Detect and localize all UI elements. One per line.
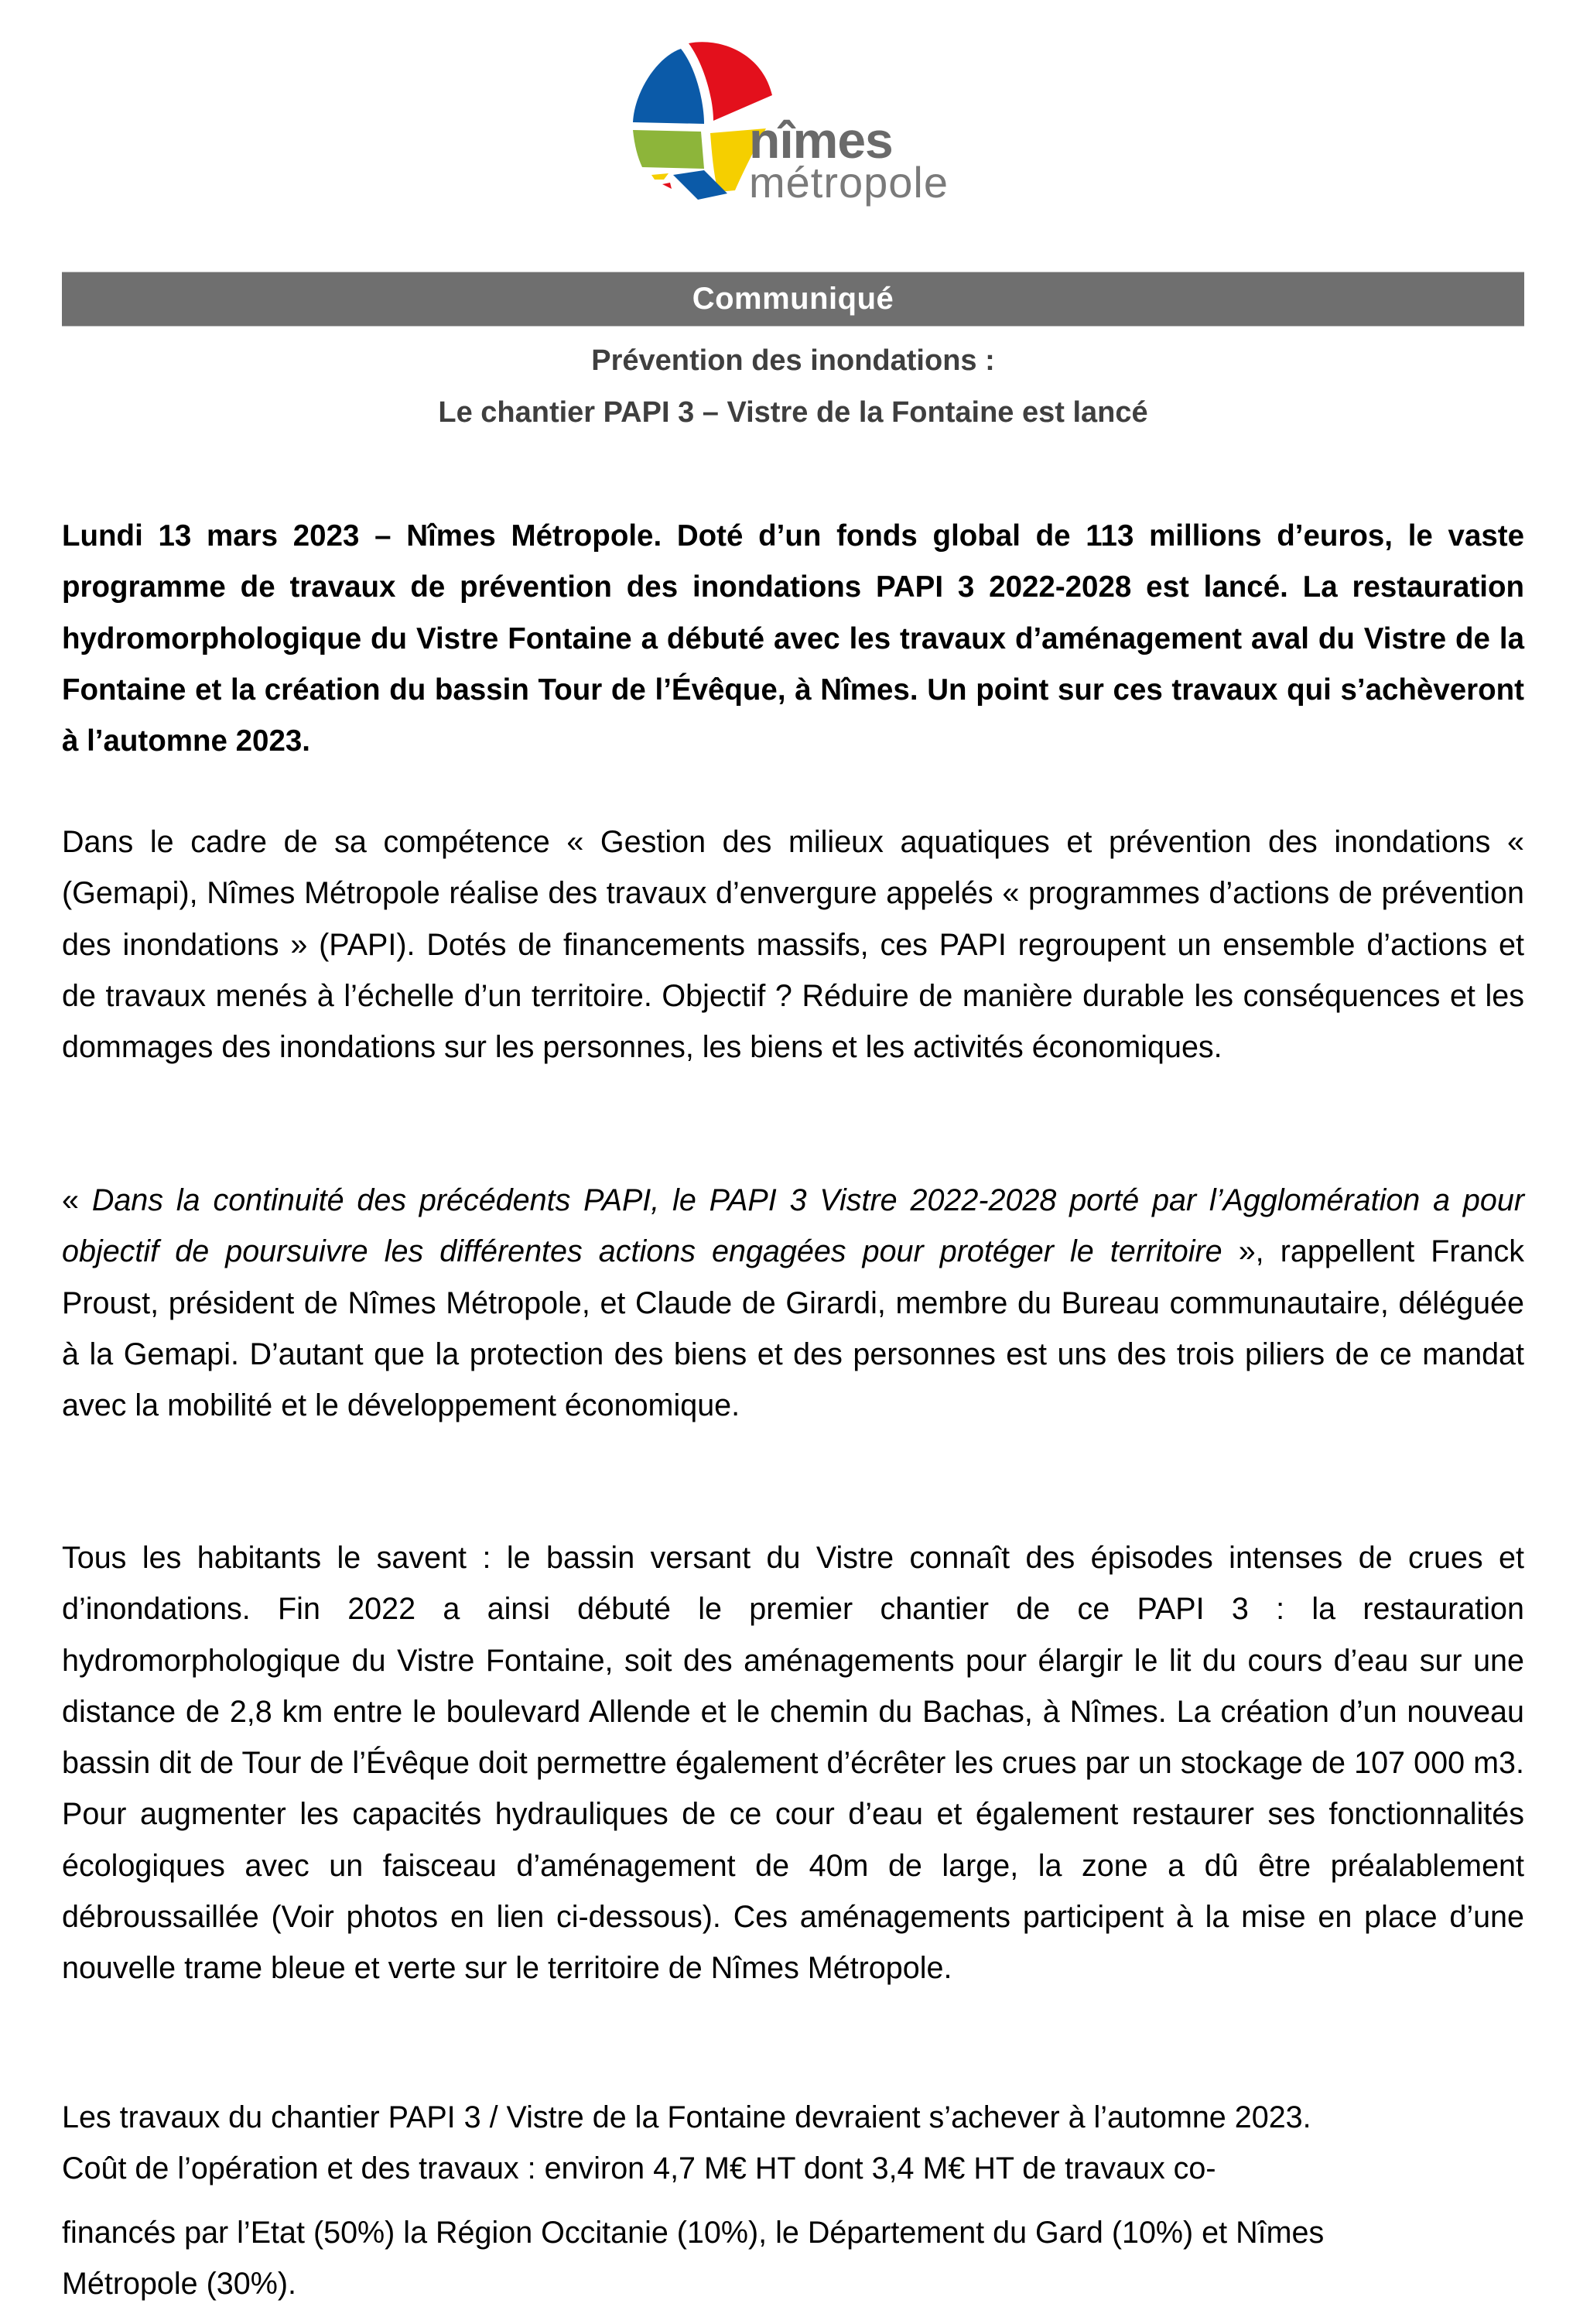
communique-banner [62,272,1524,326]
nimes-metropole-logo [627,37,975,211]
logo-blue-segment [633,49,704,124]
logo-green-segment [633,130,704,169]
quote-paragraph [62,1175,1524,1431]
cost-line: Métropole (30%). [62,2266,296,2301]
logo-word-nimes: nîmes [749,111,893,169]
logo-red-small-segment [662,183,672,189]
quote-open-mark: « [62,1183,92,1217]
cost-line: Coût de l’opération et des travaux : environ 4,7 M€ HT dont 3,4 M€ HT de travaux co- [62,2151,1216,2186]
headline-line-1: Prévention des inondations : [591,344,995,377]
intro-paragraph: Lundi 13 mars 2023 – Nîmes Métropole. Doté d’un fonds global de 113 millions d’euros, le vaste programme de travaux de prévention des inondations PAPI 3 2022-2028 est lancé. La restauration hydromorphologique du Vistre Fontaine a débuté avec les travaux d’aménagement aval du Vistre de la Fontaine et la création du bassin Tour de l’Évêque, à Nîmes. Un point sur ces travaux qui s’achèveront à l’automne 2023. [62,519,1524,758]
headline-line-2: Le chantier PAPI 3 – Vistre de la Fontaine est lancé [438,396,1148,429]
gemapi-paragraph: Dans le cadre de sa compétence « Gestion des milieux aquatiques et prévention des inondations « (Gemapi), Nîmes Métropole réalise des travaux d’envergure appelés « programmes d’actions de prévention des inondations » (PAPI). Dotés de financements massifs, ces PAPI regroupent un ensemble d’actions et de travaux menés à l’échelle d’un territoire. Objectif ? Réduire de manière durable les conséquences et les dommages des inondations sur les personnes, les biens et les activités économiques. [62,825,1524,1065]
works-paragraph: Tous les habitants le savent : le bassin versant du Vistre connaît des épisodes intenses de crues et d’inondations. Fin 2022 a ainsi débuté le premier chantier de ce PAPI 3 : la restauration hydromorphologique du Vistre Fontaine, soit des aménagements pour élargir le lit du cours d’eau sur une distance de 2,8 km entre le boulevard Allende et le chemin du Bachas, à Nîmes. La création d’un nouveau bassin dit de Tour de l’Évêque doit permettre également d’écrêter les crues par un stockage de 107 000 m3. Pour augmenter les capacités hydrauliques de ce cour d’eau et également restaurer ses fonctionnalités écologiques avec un faisceau d’aménagement de 40m de large, la zone a dû être préalablement débroussaillée (Voir photos en lien ci-dessous). Ces aménagements participent à la mise en place d’une nouvelle trame bleue et verte sur le territoire de Nîmes Métropole. [62,1541,1524,1986]
cost-line: financés par l’Etat (50%) la Région Occitanie (10%), le Département du Gard (10%) et Nîmes [62,2215,1325,2250]
quote-attribution: », rappellent Franck Proust, président de Nîmes Métropole, et Claude de Girardi, membre du Bureau communautaire, déléguée à la Gemapi. D’autant que la protection des biens et des personnes est uns des trois piliers de ce mandat avec la mobilité et le développement économique. [62,1234,1524,1423]
banner-label: Communiqué [692,282,894,316]
quote-text: Dans la continuité des précédents PAPI, le PAPI 3 Vistre 2022-2028 porté par l’Agglomération a pour objectif de poursuivre les différentes actions engagées pour protéger le territoire [62,1183,1524,1269]
logo-word-metropole: métropole [749,158,949,207]
cost-paragraph [62,2092,1524,2309]
logo-yellow-small-segment [651,173,668,180]
cost-line: Les travaux du chantier PAPI 3 / Vistre de la Fontaine devraient s’achever à l’automne 2023. [62,2100,1311,2134]
